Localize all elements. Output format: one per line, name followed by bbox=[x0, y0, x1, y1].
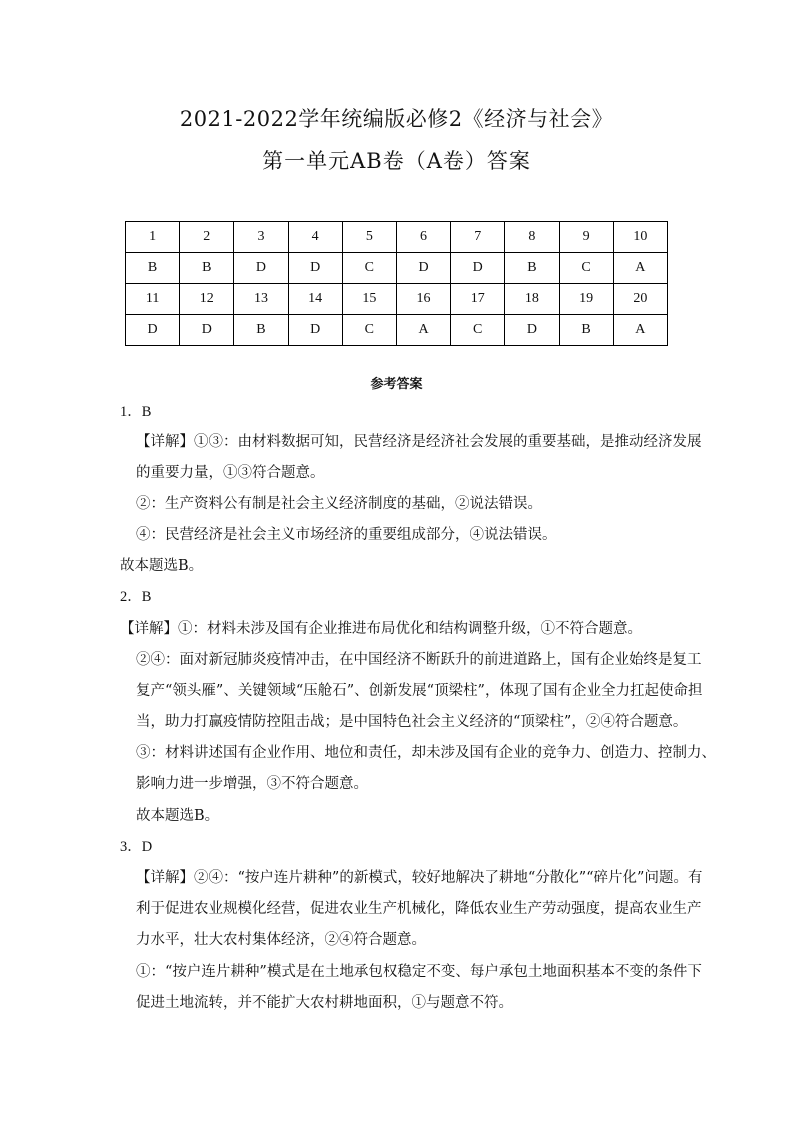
explanation-line: 复产“领头雁”、关键领域“压舱石”、创新发展“顶梁柱”，体现了国有企业全力扛起使命担 bbox=[136, 683, 703, 699]
answer-row bbox=[126, 315, 668, 346]
question-number-cell: 5 bbox=[342, 222, 396, 253]
answer-cell: D bbox=[126, 315, 180, 346]
question-number-cell: 18 bbox=[505, 284, 559, 315]
answer-cell: B bbox=[126, 253, 180, 284]
answer-row bbox=[126, 253, 668, 284]
question-number: 2．B bbox=[120, 589, 152, 605]
question-number-cell: 19 bbox=[559, 284, 613, 315]
explanation-line: 促进土地流转，并不能扩大农村耕地面积，①与题意不符。 bbox=[136, 995, 513, 1011]
question-number-cell: 1 bbox=[126, 222, 180, 253]
answer-cell: D bbox=[180, 315, 234, 346]
question-number-cell: 13 bbox=[234, 284, 288, 315]
question-number-cell: 10 bbox=[613, 222, 667, 253]
reference-answer-heading: 参考答案 bbox=[370, 377, 423, 392]
question-number-row bbox=[126, 284, 668, 315]
explanation-line: ②④：面对新冠肺炎疫情冲击，在中国经济不断跃升的前进道路上，国有企业始终是复工 bbox=[136, 652, 702, 668]
question-number-cell: 8 bbox=[505, 222, 559, 253]
question-number-cell: 4 bbox=[288, 222, 342, 253]
answer-cell: B bbox=[559, 315, 613, 346]
question-number-cell: 2 bbox=[180, 222, 234, 253]
explanation-line: ②：生产资料公有制是社会主义经济制度的基础，②说法错误。 bbox=[136, 496, 542, 512]
question-number-cell: 16 bbox=[396, 284, 450, 315]
conclusion-line: 故本题选B。 bbox=[136, 808, 220, 824]
answer-cell: B bbox=[234, 315, 288, 346]
question-number-cell: 6 bbox=[396, 222, 450, 253]
question-number-cell: 9 bbox=[559, 222, 613, 253]
answer-table bbox=[125, 221, 668, 346]
conclusion-line: 故本题选B。 bbox=[120, 558, 204, 574]
answer-cell: C bbox=[342, 315, 396, 346]
explanation-line: 影响力进一步增强，③不符合题意。 bbox=[136, 776, 368, 792]
question-number: 3．D bbox=[120, 839, 153, 855]
explanation-line: 当，助力打赢疫情防控阻击战；是中国特色社会主义经济的“顶梁柱”，②④符合题意。 bbox=[136, 714, 688, 730]
question-number-cell: 14 bbox=[288, 284, 342, 315]
explanation-line: 【详解】①：材料未涉及国有企业推进布局优化和结构调整升级，①不符合题意。 bbox=[120, 621, 642, 637]
answer-cell: D bbox=[288, 253, 342, 284]
question-number-cell: 17 bbox=[451, 284, 505, 315]
answer-cell: B bbox=[180, 253, 234, 284]
explanation-line: 利于促进农业规模化经营，促进农业生产机械化，降低农业生产劳动强度，提高农业生产 bbox=[136, 901, 702, 917]
answer-cell: D bbox=[451, 253, 505, 284]
answer-cell: D bbox=[396, 253, 450, 284]
answer-cell: D bbox=[288, 315, 342, 346]
explanation-line: ③：材料讲述国有企业作用、地位和责任，却未涉及国有企业的竞争力、创造力、控制力、 bbox=[136, 745, 716, 761]
question-number-cell: 7 bbox=[451, 222, 505, 253]
answer-cell: C bbox=[342, 253, 396, 284]
question-number-cell: 3 bbox=[234, 222, 288, 253]
answer-cell: A bbox=[613, 253, 667, 284]
explanation-line: 的重要力量，①③符合题意。 bbox=[136, 465, 325, 481]
answer-cell: A bbox=[613, 315, 667, 346]
question-number-cell: 12 bbox=[180, 284, 234, 315]
explanation-line: 【详解】①③：由材料数据可知，民营经济是经济社会发展的重要基础，是推动经济发展 bbox=[136, 434, 702, 450]
explanation-line: ④：民营经济是社会主义市场经济的重要组成部分，④说法错误。 bbox=[136, 527, 557, 543]
question-number: 1．B bbox=[120, 404, 152, 420]
answer-cell: D bbox=[505, 315, 559, 346]
explanation-line: 力水平，壮大农村集体经济，②④符合题意。 bbox=[136, 932, 426, 948]
document-title: 2021-2022学年统编版必修2《经济与社会》 bbox=[179, 107, 614, 131]
explanation-line: 【详解】②④：“按户连片耕种”的新模式，较好地解决了耕地“分散化”“碎片化”问题。有 bbox=[136, 870, 703, 886]
question-number-cell: 20 bbox=[613, 284, 667, 315]
answer-cell: A bbox=[396, 315, 450, 346]
answer-cell: B bbox=[505, 253, 559, 284]
answer-cell: D bbox=[234, 253, 288, 284]
explanation-line: ①：“按户连片耕种”模式是在土地承包权稳定不变、每户承包土地面积基本不变的条件下 bbox=[136, 964, 702, 980]
question-number-cell: 11 bbox=[126, 284, 180, 315]
document-subtitle: 第一单元AB卷（A卷）答案 bbox=[262, 149, 531, 173]
answer-cell: C bbox=[451, 315, 505, 346]
answer-cell: C bbox=[559, 253, 613, 284]
question-number-cell: 15 bbox=[342, 284, 396, 315]
question-number-row bbox=[126, 222, 668, 253]
